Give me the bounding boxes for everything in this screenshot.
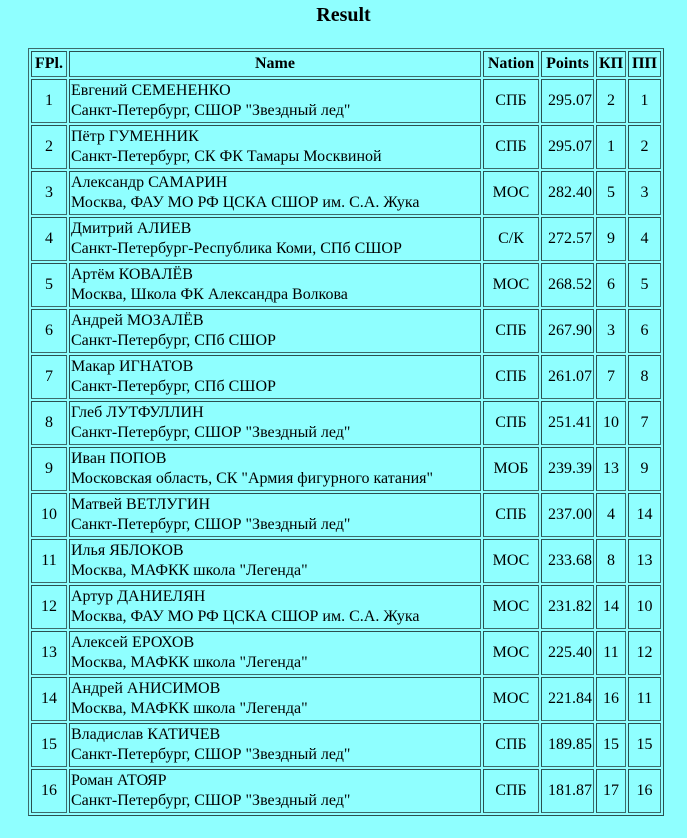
skater-name: Евгений СЕМЕНЕНКО xyxy=(71,82,231,99)
cell-name xyxy=(69,585,481,629)
cell-nation: МОС xyxy=(483,585,539,629)
cell-name xyxy=(69,493,481,537)
cell-points: 239.39 xyxy=(541,447,594,491)
cell-nation: МОС xyxy=(483,263,539,307)
skater-name: Макар ИГНАТОВ xyxy=(71,358,194,375)
cell-name xyxy=(69,723,481,767)
cell-nation: МОС xyxy=(483,677,539,721)
table-row xyxy=(31,263,661,307)
skater-name: Андрей МОЗАЛЁВ xyxy=(71,312,204,329)
cell-pp: 5 xyxy=(628,263,661,307)
table-row xyxy=(31,723,661,767)
cell-kp: 2 xyxy=(596,79,626,123)
skater-name: Иван ПОПОВ xyxy=(71,450,167,467)
skater-club: Санкт-Петербург, СШОР "Звездный лед" xyxy=(71,516,351,533)
cell-place: 11 xyxy=(31,539,67,583)
results-body xyxy=(31,79,661,813)
cell-kp: 11 xyxy=(596,631,626,675)
cell-points: 295.07 xyxy=(541,79,594,123)
cell-nation: МОС xyxy=(483,171,539,215)
cell-place: 2 xyxy=(31,125,67,169)
cell-points: 221.84 xyxy=(541,677,594,721)
header-kp: КП xyxy=(596,51,626,77)
skater-club: Санкт-Петербург, СПб СШОР xyxy=(71,332,276,349)
cell-name xyxy=(69,677,481,721)
cell-kp: 9 xyxy=(596,217,626,261)
cell-name xyxy=(69,447,481,491)
cell-name xyxy=(69,401,481,445)
cell-place: 12 xyxy=(31,585,67,629)
cell-pp: 1 xyxy=(628,79,661,123)
cell-place: 5 xyxy=(31,263,67,307)
cell-name xyxy=(69,79,481,123)
skater-name: Артём КОВАЛЁВ xyxy=(71,266,193,283)
cell-nation: СПБ xyxy=(483,355,539,399)
cell-pp: 14 xyxy=(628,493,661,537)
skater-club: Санкт-Петербург, СШОР "Звездный лед" xyxy=(71,424,351,441)
table-row xyxy=(31,171,661,215)
cell-place: 15 xyxy=(31,723,67,767)
cell-pp: 4 xyxy=(628,217,661,261)
skater-club: Санкт-Петербург, СШОР "Звездный лед" xyxy=(71,792,351,809)
cell-place: 10 xyxy=(31,493,67,537)
cell-pp: 16 xyxy=(628,769,661,813)
table-row xyxy=(31,631,661,675)
skater-club: Москва, МАФКК школа "Легенда" xyxy=(71,654,308,671)
cell-points: 295.07 xyxy=(541,125,594,169)
cell-points: 225.40 xyxy=(541,631,594,675)
cell-place: 16 xyxy=(31,769,67,813)
cell-pp: 9 xyxy=(628,447,661,491)
cell-nation: С/К xyxy=(483,217,539,261)
table-row xyxy=(31,585,661,629)
cell-pp: 13 xyxy=(628,539,661,583)
skater-club: Москва, МАФКК школа "Легенда" xyxy=(71,562,308,579)
cell-place: 6 xyxy=(31,309,67,353)
cell-points: 282.40 xyxy=(541,171,594,215)
cell-place: 13 xyxy=(31,631,67,675)
cell-pp: 6 xyxy=(628,309,661,353)
skater-name: Илья ЯБЛОКОВ xyxy=(71,542,184,559)
cell-place: 9 xyxy=(31,447,67,491)
cell-points: 237.00 xyxy=(541,493,594,537)
table-row xyxy=(31,79,661,123)
cell-nation: СПБ xyxy=(483,493,539,537)
skater-name: Александр САМАРИН xyxy=(71,174,228,191)
cell-nation: СПБ xyxy=(483,401,539,445)
cell-pp: 11 xyxy=(628,677,661,721)
cell-nation: МОС xyxy=(483,539,539,583)
cell-points: 268.52 xyxy=(541,263,594,307)
cell-place: 7 xyxy=(31,355,67,399)
cell-kp: 13 xyxy=(596,447,626,491)
table-row xyxy=(31,355,661,399)
table-row xyxy=(31,309,661,353)
cell-name xyxy=(69,631,481,675)
skater-name: Андрей АНИСИМОВ xyxy=(71,680,221,697)
header-name: Name xyxy=(69,51,481,77)
skater-club: Санкт-Петербург, СШОР "Звездный лед" xyxy=(71,746,351,763)
header-nation: Nation xyxy=(483,51,539,77)
page-title: Result xyxy=(316,4,371,26)
cell-points: 272.57 xyxy=(541,217,594,261)
cell-name xyxy=(69,217,481,261)
cell-points: 267.90 xyxy=(541,309,594,353)
header-points: Points xyxy=(541,51,594,77)
table-row xyxy=(31,217,661,261)
cell-points: 181.87 xyxy=(541,769,594,813)
cell-kp: 6 xyxy=(596,263,626,307)
cell-points: 231.82 xyxy=(541,585,594,629)
cell-kp: 4 xyxy=(596,493,626,537)
cell-name xyxy=(69,355,481,399)
cell-place: 8 xyxy=(31,401,67,445)
cell-kp: 3 xyxy=(596,309,626,353)
cell-kp: 10 xyxy=(596,401,626,445)
skater-club: Московская область, СК "Армия фигурного катания" xyxy=(71,470,434,487)
cell-nation: СПБ xyxy=(483,769,539,813)
cell-name xyxy=(69,263,481,307)
table-row xyxy=(31,125,661,169)
skater-name: Дмитрий АЛИЕВ xyxy=(71,220,192,237)
cell-kp: 16 xyxy=(596,677,626,721)
skater-name: Пётр ГУМЕННИК xyxy=(71,128,199,145)
cell-name xyxy=(69,125,481,169)
skater-name: Матвей ВЕТЛУГИН xyxy=(71,496,210,513)
cell-place: 3 xyxy=(31,171,67,215)
cell-kp: 15 xyxy=(596,723,626,767)
header-fpl: FPl. xyxy=(31,51,67,77)
cell-place: 4 xyxy=(31,217,67,261)
table-row xyxy=(31,401,661,445)
results-table xyxy=(28,48,664,816)
skater-name: Алексей ЕРОХОВ xyxy=(71,634,195,651)
cell-pp: 7 xyxy=(628,401,661,445)
cell-kp: 14 xyxy=(596,585,626,629)
skater-name: Роман АТОЯР xyxy=(71,772,167,789)
cell-pp: 3 xyxy=(628,171,661,215)
cell-nation: СПБ xyxy=(483,309,539,353)
header-pp: ПП xyxy=(628,51,661,77)
cell-pp: 8 xyxy=(628,355,661,399)
skater-club: Санкт-Петербург, СШОР "Звездный лед" xyxy=(71,102,351,119)
skater-club: Москва, Школа ФК Александра Волкова xyxy=(71,286,348,303)
cell-nation: МОС xyxy=(483,631,539,675)
skater-name: Владислав КАТИЧЕВ xyxy=(71,726,221,743)
cell-kp: 5 xyxy=(596,171,626,215)
cell-place: 1 xyxy=(31,79,67,123)
cell-points: 261.07 xyxy=(541,355,594,399)
cell-points: 251.41 xyxy=(541,401,594,445)
cell-nation: СПБ xyxy=(483,79,539,123)
cell-kp: 7 xyxy=(596,355,626,399)
cell-nation: МОБ xyxy=(483,447,539,491)
cell-pp: 2 xyxy=(628,125,661,169)
cell-points: 189.85 xyxy=(541,723,594,767)
cell-kp: 8 xyxy=(596,539,626,583)
cell-kp: 1 xyxy=(596,125,626,169)
table-row xyxy=(31,493,661,537)
cell-name xyxy=(69,309,481,353)
table-row xyxy=(31,677,661,721)
table-row xyxy=(31,539,661,583)
cell-pp: 15 xyxy=(628,723,661,767)
cell-place: 14 xyxy=(31,677,67,721)
skater-club: Москва, ФАУ МО РФ ЦСКА СШОР им. С.А. Жука xyxy=(71,194,420,211)
cell-name xyxy=(69,171,481,215)
skater-club: Москва, МАФКК школа "Легенда" xyxy=(71,700,308,717)
skater-club: Санкт-Петербург-Республика Коми, СПб СШОР xyxy=(71,240,402,257)
cell-pp: 10 xyxy=(628,585,661,629)
cell-pp: 12 xyxy=(628,631,661,675)
skater-name: Артур ДАНИЕЛЯН xyxy=(71,588,206,605)
cell-points: 233.68 xyxy=(541,539,594,583)
table-row xyxy=(31,447,661,491)
skater-club: Москва, ФАУ МО РФ ЦСКА СШОР им. С.А. Жука xyxy=(71,608,420,625)
table-header-row xyxy=(31,51,661,77)
skater-club: Санкт-Петербург, СК ФК Тамары Москвиной xyxy=(71,148,382,165)
cell-nation: СПБ xyxy=(483,125,539,169)
skater-club: Санкт-Петербург, СПб СШОР xyxy=(71,378,276,395)
cell-kp: 17 xyxy=(596,769,626,813)
cell-name xyxy=(69,769,481,813)
table-row xyxy=(31,769,661,813)
skater-name: Глеб ЛУТФУЛЛИН xyxy=(71,404,204,421)
cell-nation: СПБ xyxy=(483,723,539,767)
cell-name xyxy=(69,539,481,583)
